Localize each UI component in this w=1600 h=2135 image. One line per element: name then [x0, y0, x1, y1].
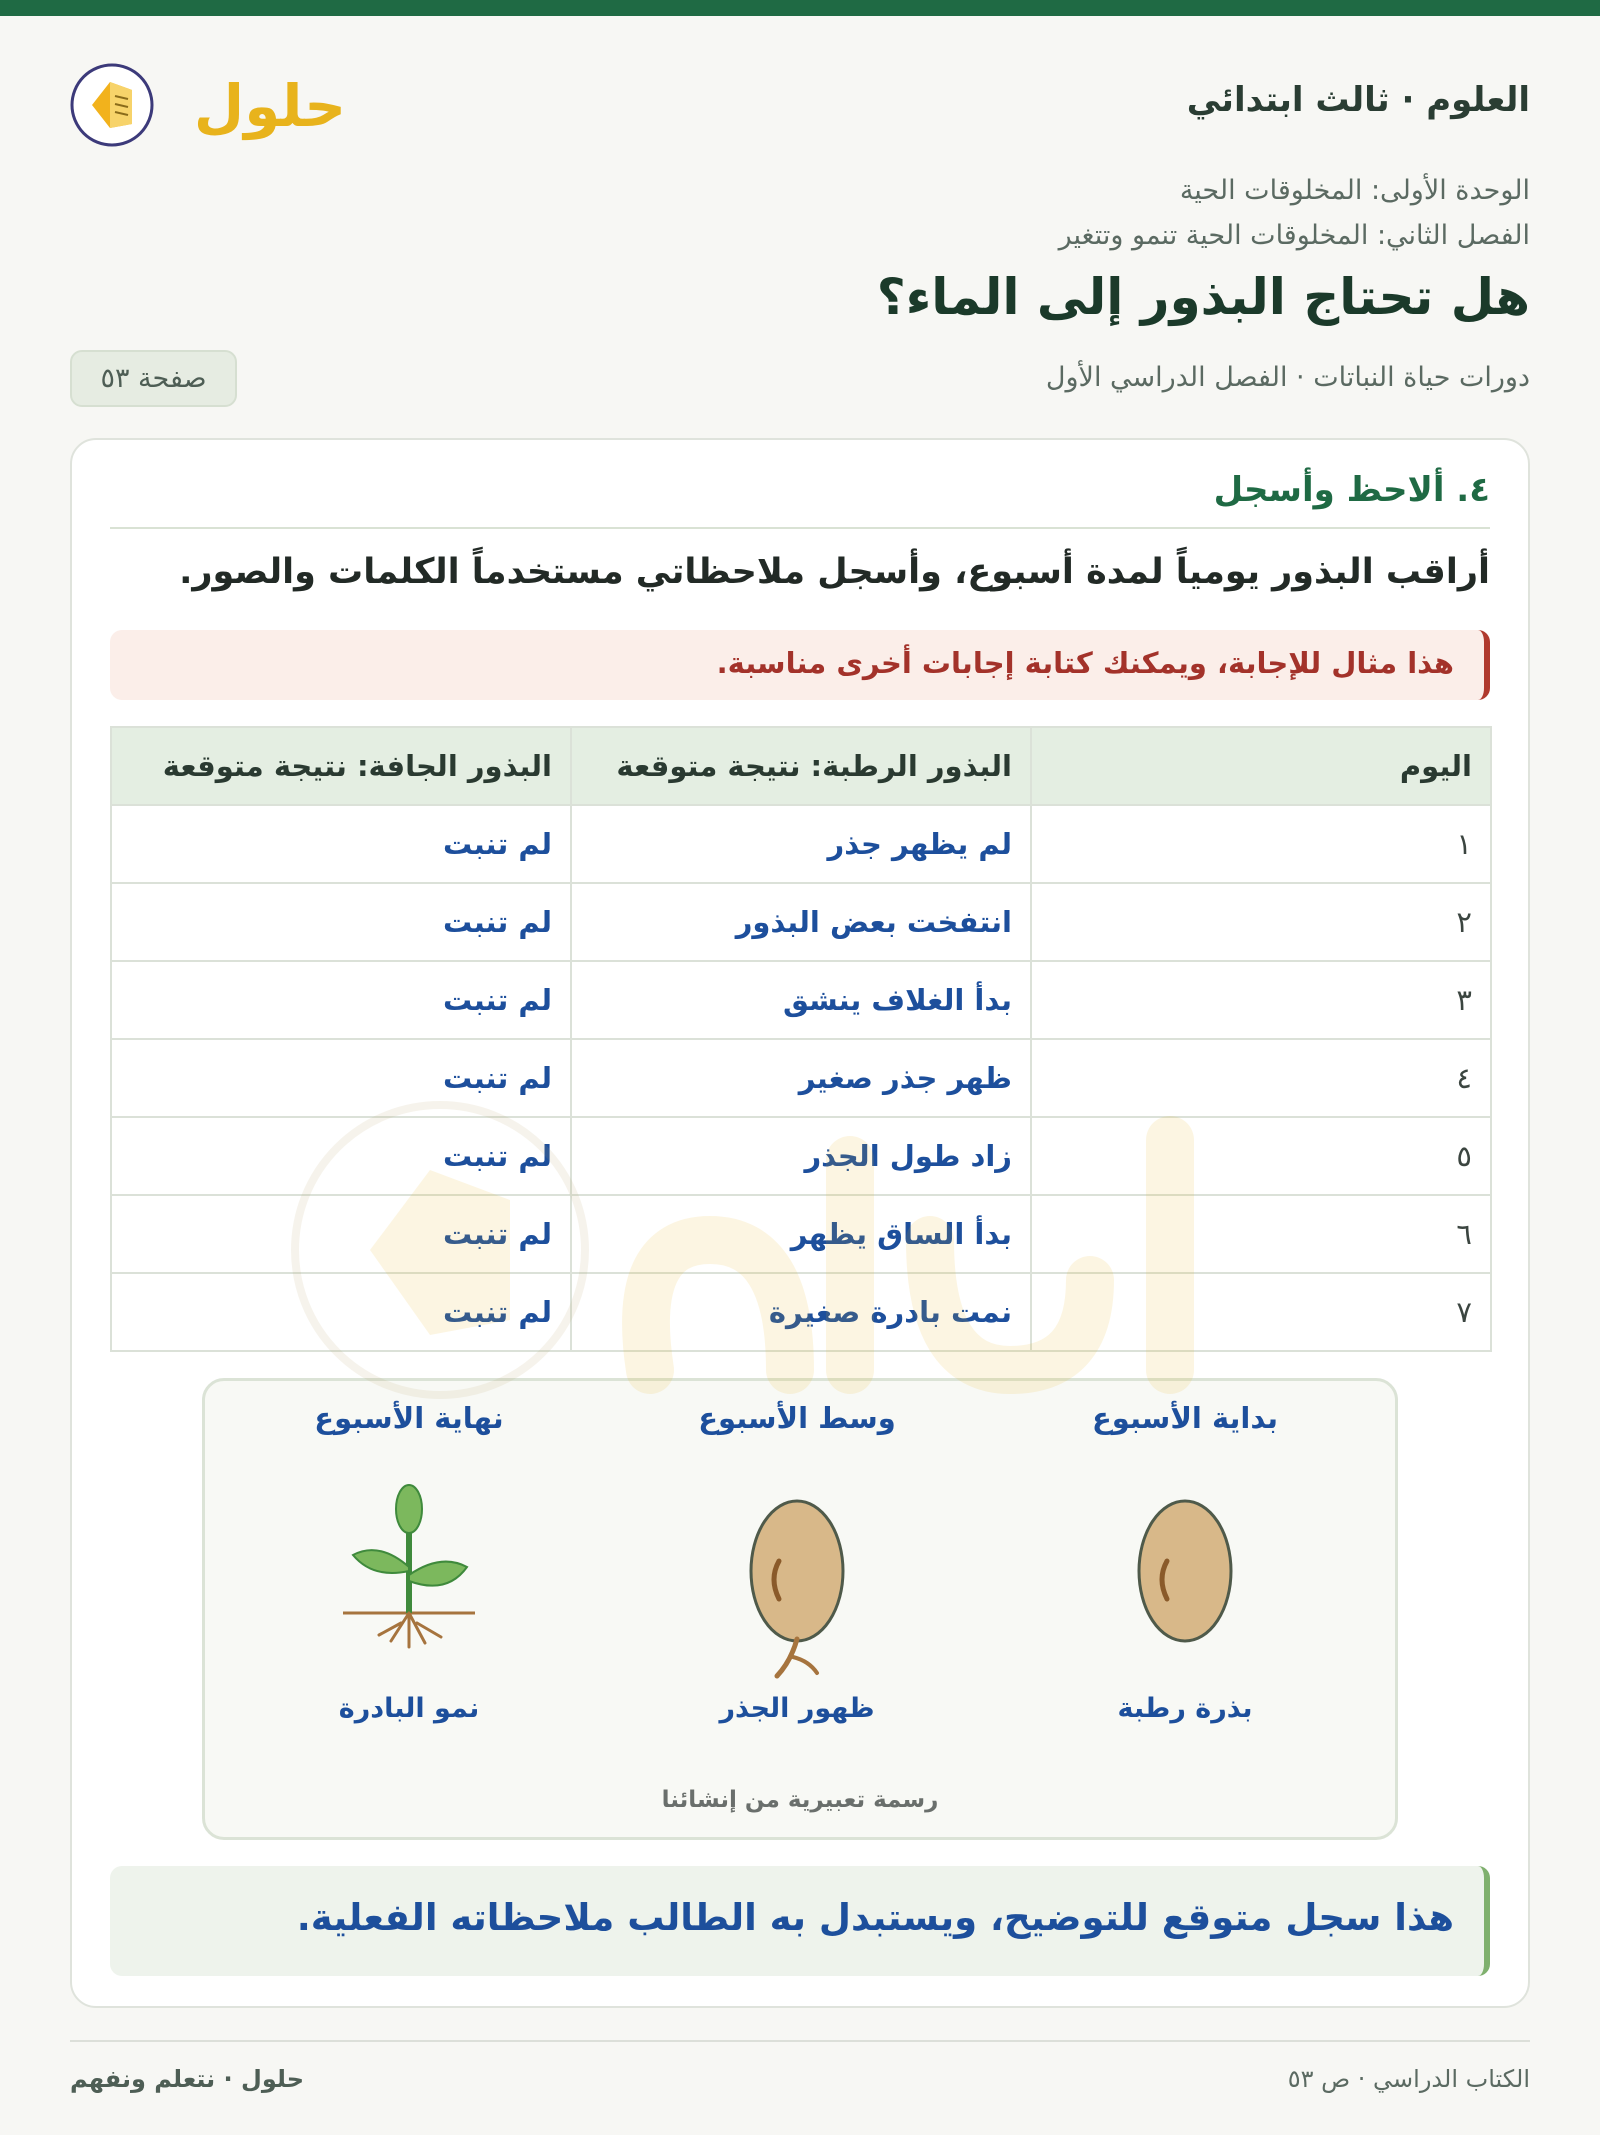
table-row [111, 883, 1491, 961]
stage-caption: ظهور الجذر [719, 1693, 875, 1724]
hulul-logo [70, 60, 350, 150]
stage-title: وسط الأسبوع [698, 1401, 896, 1435]
day-cell: ٧ [1031, 1273, 1491, 1351]
dry-seed-cell: لم تنبت [111, 1195, 571, 1273]
summary-note [110, 1866, 1490, 1976]
observation-table [110, 726, 1492, 1352]
wet-seed-cell: انتفخت بعض البذور [571, 883, 1031, 961]
column-header-day: اليوم [1031, 727, 1491, 805]
footer-brand: حلول · نتعلم ونفهم [70, 2065, 304, 2093]
summary-text: هذا سجل متوقع للتوضيح، ويستبدل به الطالب ملاحظاته الفعلية. [296, 1896, 1454, 1939]
footer-book-ref: الكتاب الدراسي · ص ٥٣ [1287, 2065, 1530, 2093]
day-cell: ٢ [1031, 883, 1491, 961]
series-label: دورات حياة النباتات · الفصل الدراسي الأول [1045, 362, 1530, 393]
wet-seed-cell: بدأ الغلاف ينشق [571, 961, 1031, 1039]
stage-title: بداية الأسبوع [1091, 1401, 1279, 1435]
sprouting-seed-icon [717, 1471, 877, 1681]
dry-seed-cell: لم تنبت [111, 1117, 571, 1195]
activity-card [70, 438, 1530, 2008]
top-accent-bar [0, 0, 1600, 16]
wet-seed-cell: نمت بادرة صغيرة [571, 1273, 1031, 1351]
wet-seed-cell: زاد طول الجذر [571, 1117, 1031, 1195]
wet-seed-cell: بدأ الساق يظهر [571, 1195, 1031, 1273]
wet-seed-cell: لم يظهر جذر [571, 805, 1031, 883]
chapter-label: الفصل الثاني: المخلوقات الحية تنمو وتتغير [1058, 220, 1530, 251]
subject-title: العلوم · ثالث ابتدائي [1186, 80, 1530, 120]
column-header-wet: البذور الرطبة: نتيجة متوقعة [571, 727, 1031, 805]
table-row [111, 961, 1491, 1039]
table-row [111, 1195, 1491, 1273]
answer-note-text: هذا مثال للإجابة، ويمكنك كتابة إجابات أخرى مناسبة. [716, 646, 1454, 680]
wet-seed-cell: ظهر جذر صغير [571, 1039, 1031, 1117]
dry-seed-cell: لم تنبت [111, 1039, 571, 1117]
page-header [70, 60, 1530, 150]
table-row [111, 1117, 1491, 1195]
section-divider [110, 527, 1490, 529]
table-row [111, 1273, 1491, 1351]
table-row [111, 1039, 1491, 1117]
dry-seed-cell: لم تنبت [111, 1273, 571, 1351]
stage-start [995, 1381, 1375, 1781]
illustration-caption: رسمة تعبيرية من إنشائنا [661, 1787, 939, 1813]
unit-label: الوحدة الأولى: المخلوقات الحية [1179, 175, 1530, 206]
dry-seed-cell: لم تنبت [111, 961, 571, 1039]
day-cell: ٣ [1031, 961, 1491, 1039]
footer-divider [70, 2040, 1530, 2042]
stage-end [219, 1381, 599, 1781]
dry-seed-cell: لم تنبت [111, 883, 571, 961]
logo-wordmark: حلول [193, 72, 347, 140]
stage-middle [607, 1381, 987, 1781]
lesson-title: هل تحتاج البذور إلى الماء؟ [876, 268, 1530, 326]
column-header-dry: البذور الجافة: نتيجة متوقعة [111, 727, 571, 805]
day-cell: ٥ [1031, 1117, 1491, 1195]
dry-seed-cell: لم تنبت [111, 805, 571, 883]
section-heading: ٤. ألاحظ وأسجل [1213, 470, 1490, 510]
stage-title: نهاية الأسبوع [314, 1401, 504, 1435]
day-cell: ٦ [1031, 1195, 1491, 1273]
stage-caption: بذرة رطبة [1117, 1693, 1253, 1724]
table-row [111, 805, 1491, 883]
page-number-badge: صفحة ٥٣ [70, 350, 237, 407]
growth-illustration [202, 1378, 1398, 1840]
wet-seed-icon [1105, 1471, 1265, 1671]
answer-note [110, 630, 1490, 700]
stage-caption: نمو البادرة [338, 1693, 480, 1724]
activity-instruction: أراقب البذور يومياً لمدة أسبوع، وأسجل ملاحظاتي مستخدماً الكلمات والصور. [179, 552, 1490, 592]
day-cell: ١ [1031, 805, 1491, 883]
day-cell: ٤ [1031, 1039, 1491, 1117]
table-header-row [111, 727, 1491, 805]
seedling-icon [329, 1471, 489, 1671]
